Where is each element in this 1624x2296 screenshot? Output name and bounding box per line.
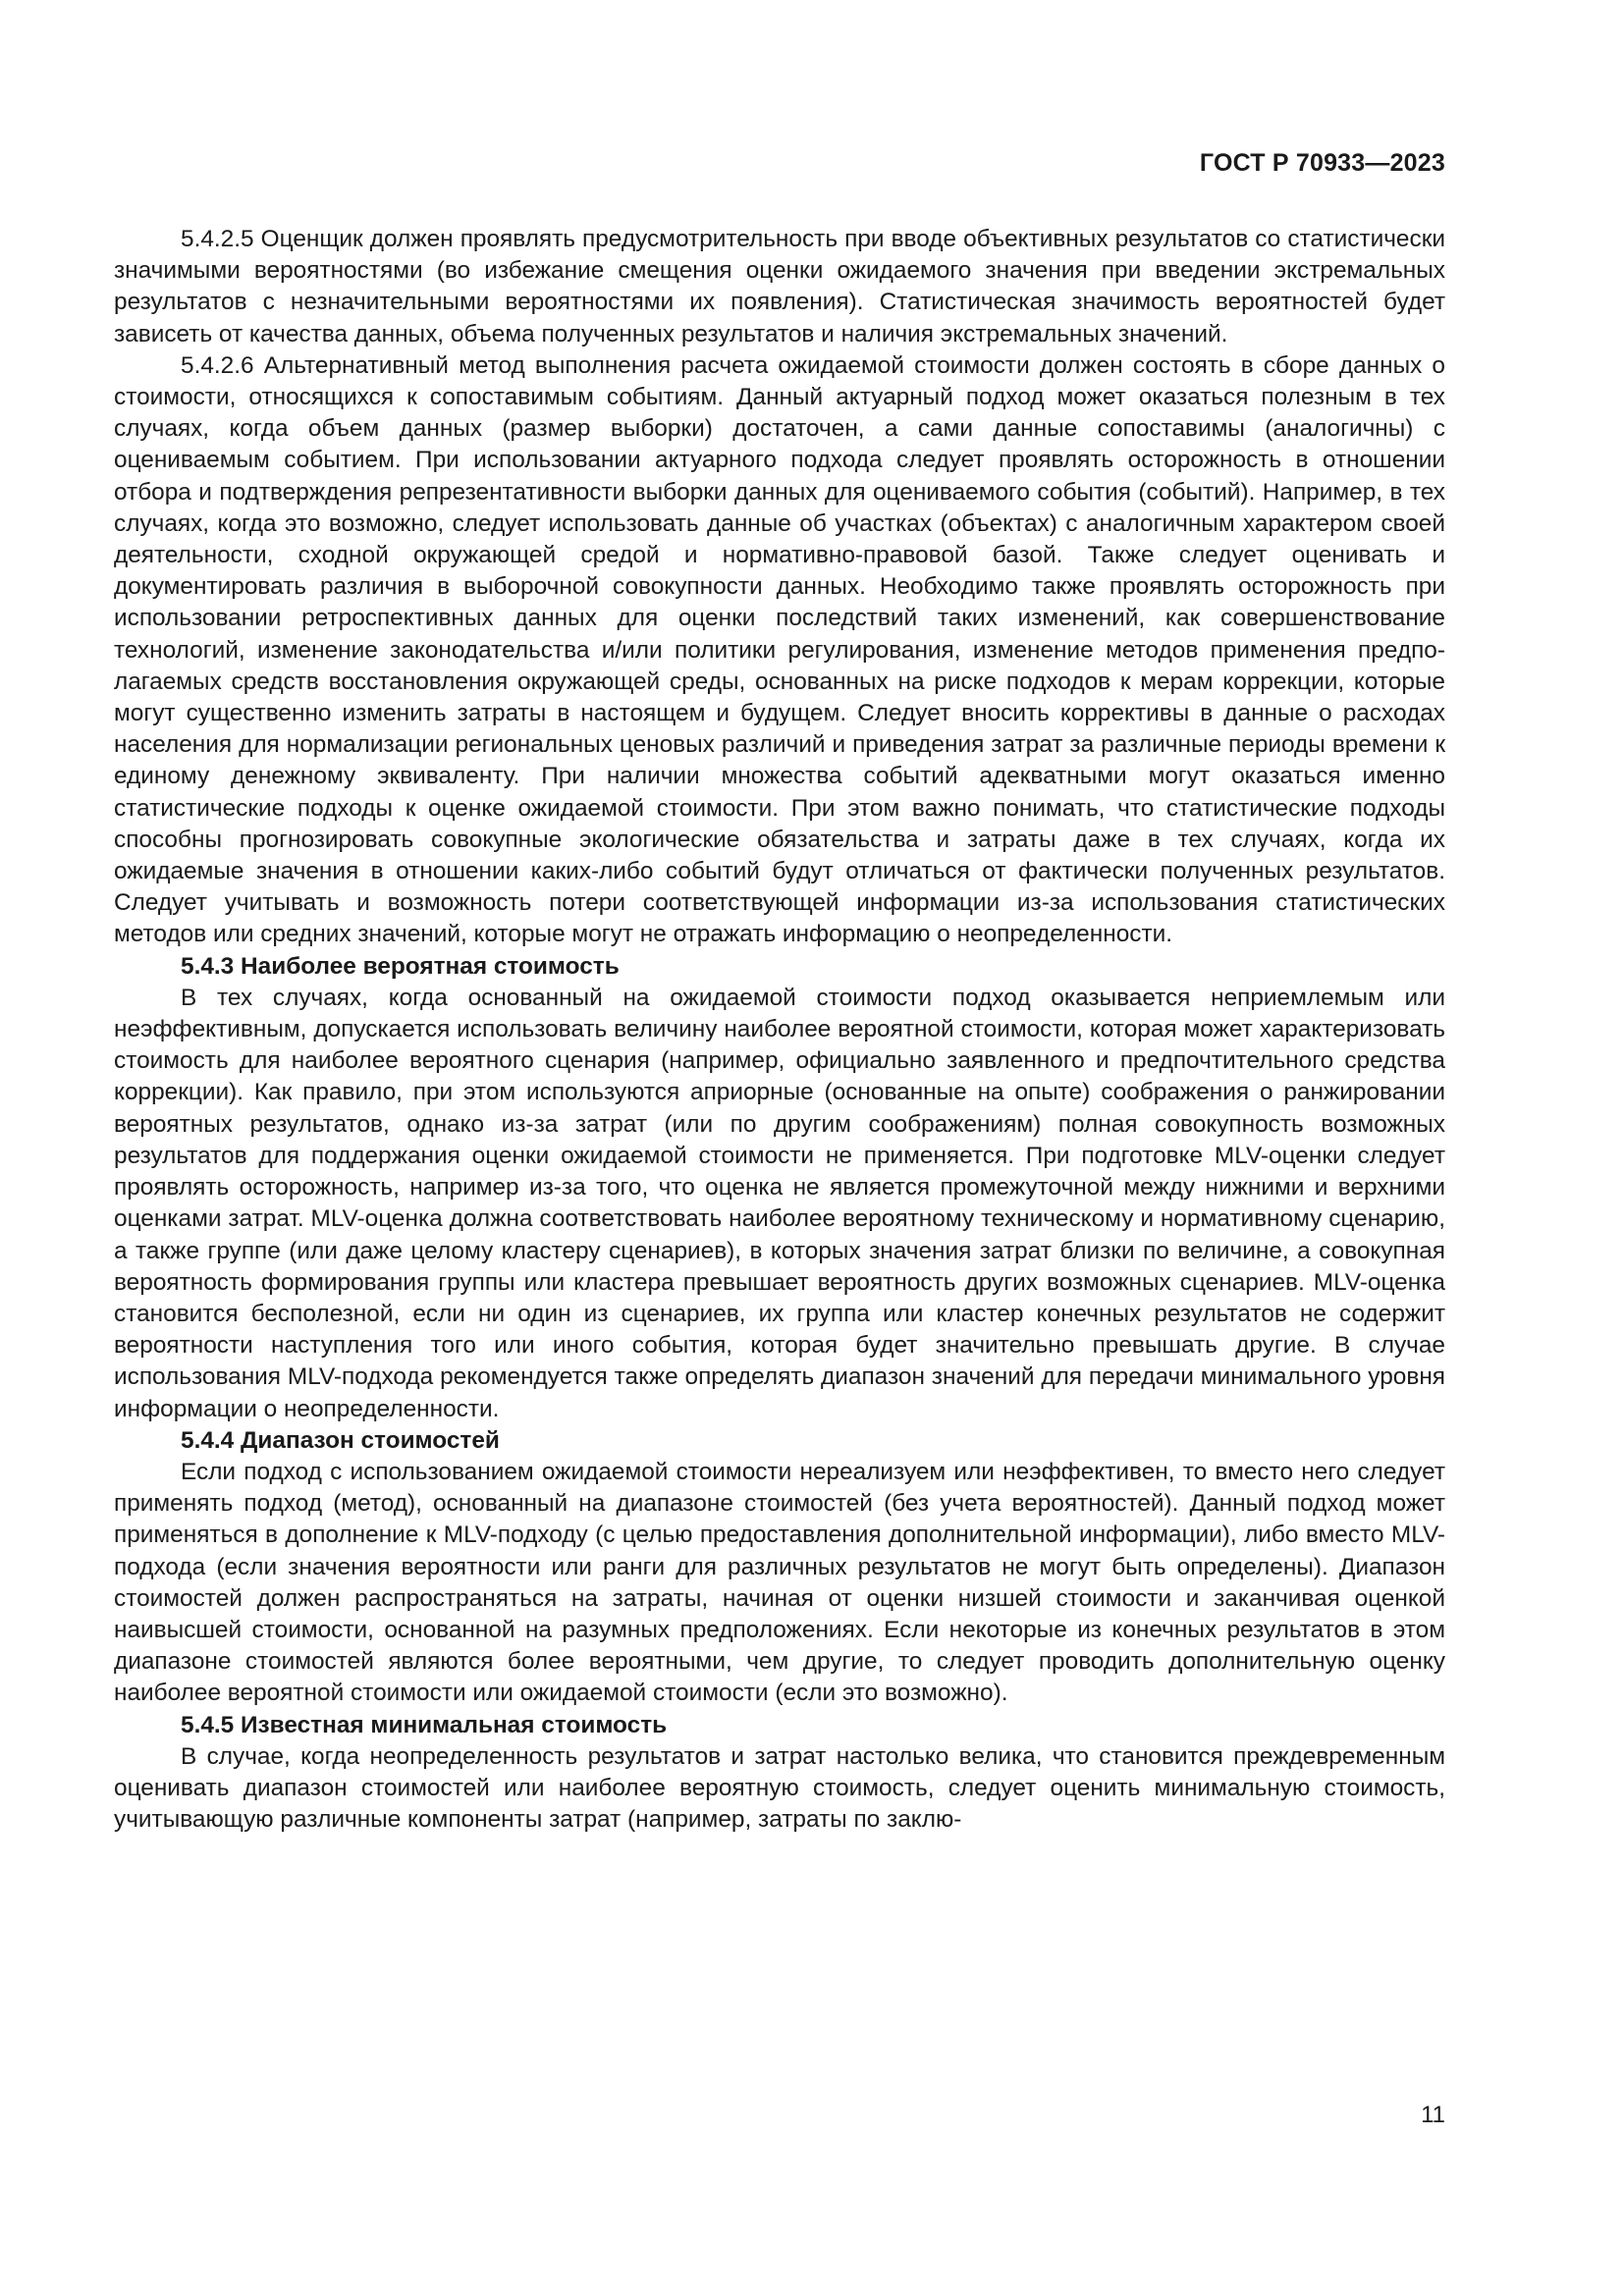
paragraph-most-likely-value: В тех случаях, когда основанный на ожидаемой стоимости подход оказывается неприемлемым или неэффективным, допускается использовать величину наиболее вероятной стоимости, которая может характеризовать стоимость для наиболее вероятного сценария (например, официально заявленного и предпочтительного средства коррекции). Как правило, при этом используются априорные (основанные на опыте) соображения о ранжировании вероятных результатов, однако из-за затрат (или по другим соображениям) полная совокупность возможных результатов для поддержания оценки ожидаемой стоимости не применяется. При подготовке MLV-оценки следует проявлять осторожность, например из-за того, что оценка не является промежуточной между нижними и верхними оценками затрат. MLV-оценка должна соответствовать наиболее вероятному техническому и нормативному сценарию, а также группе (или даже целому кластеру сценариев), в которых значения затрат близки по величине, а совокупная вероятность формирования группы или кластера превышает вероятность других возможных сценариев. MLV-оценка становится бесполезной, если ни один из сценариев, их группа или кластер конечных результатов не содержит вероятности наступления того или иного события, которая будет значительно превышать другие. В случае использования MLV-подхода рекомендуется также определять диапазон значений для передачи минимального уровня информации о неопределенности.	[114, 984, 1445, 1422]
paragraph-known-minimum-cost: В случае, когда неопределенность результатов и затрат настолько велика, что становится преждевременным оценивать диапазон стоимостей или наиболее вероятную стоимость, следует оценить минимальную стоимость, учитывающую различные компоненты затрат (например, затраты по заклю-	[114, 1742, 1445, 1834]
section-heading-5-4-3: 5.4.3 Наиболее вероятная стоимость	[181, 952, 620, 980]
paragraph-5-4-2-6: 5.4.2.6 Альтернативный метод выполнения расчета ожидаемой стоимости должен состоять в сборе данных о стоимости, относящихся к сопоставимым событиям. Данный актуарный подход может оказаться полезным в тех случаях, когда объем данных (размер выборки) достаточен, а сами данные сопоставимы (аналогичны) с оцениваемым событием. При использовании актуарного подхода следует проявлять осторожность в отношении отбора и подтверждения репрезентативности выборки данных для оцениваемого события (событий). Например, в тех случаях, когда это возможно, следует использовать данные об участках (объектах) с аналогичным характером своей деятельности, сходной окружающей средой и нормативно-правовой базой. Также следует оценивать и документировать различия в выборочной совокупности данных. Необходимо также проявлять осторожность при использовании ретроспективных данных для оценки последствий таких изменений, как совершенствование технологий, изменение законодательства и/или политики регулирования, изменение методов применения предполагаемых средств восстановления окружающей среды, основанных на риске подходов к мерам коррекции, которые могут существенно изменить затраты в настоящем и будущем. Следует вносить коррективы в данные о расходах населения для нормализации региональных ценовых различий и приведения затрат за различные периоды времени к единому денежному эквиваленту. При наличии множества событий адекватными могут оказаться именно статистические подходы к оценке ожидаемой стоимости. При этом важно понимать, что статистические подходы способны прогнозировать совокупные экологические обязательства и затраты даже в тех случаях, когда их ожидаемые значения в отношении каких-либо событий будут отличаться от фактически полученных результатов. Следует учитывать и возможность потери соответствующей информации из-за использования статистических методов или средних значений, которые могут не отражать информацию о неопределенности.	[114, 351, 1445, 948]
paragraph-5-4-2-5: 5.4.2.5 Оценщик должен проявлять предусмотрительность при вводе объективных результатов со статистически значимыми вероятностями (во избежание смещения оценки ожидаемого значения при введении экстремальных результатов с незначительными вероятностями их появления). Статистическая значимость вероятностей будет зависеть от качества данных, объема полученных результатов и наличия экстремальных значений.	[114, 226, 1445, 347]
page-number: 11	[1421, 2102, 1445, 2128]
section-heading-5-4-4: 5.4.4 Диапазон стоимостей	[181, 1426, 500, 1454]
paragraph-cost-range: Если подход с использованием ожидаемой стоимости нереализуем или неэффективен, то вместо него следует применять подход (метод), основанный на диапазоне стоимостей (без учета вероятностей). Данный подход может применяться в дополнение к MLV-подходу (с целью предоставления дополнительной информации), либо вместо MLV-подхода (если значения вероятности или ранги для различных результатов не могут быть определены). Диапазон стоимостей должен распространяться на затраты, начиная от оценки низшей стоимости и заканчивая оценкой наивысшей стоимости, основанной на разумных предположениях. Если некоторые из конечных результатов в этом диапазоне стоимостей являются более вероятными, чем другие, то следует проводить дополнительную оценку наиболее вероятной стоимости или ожидаемой стоимости (если это возможно).	[114, 1458, 1445, 1707]
document-body	[114, 224, 1445, 1836]
section-heading-5-4-5: 5.4.5 Известная минимальная стоимость	[181, 1711, 668, 1738]
document-code-header: ГОСТ Р 70933—2023	[1199, 149, 1445, 177]
